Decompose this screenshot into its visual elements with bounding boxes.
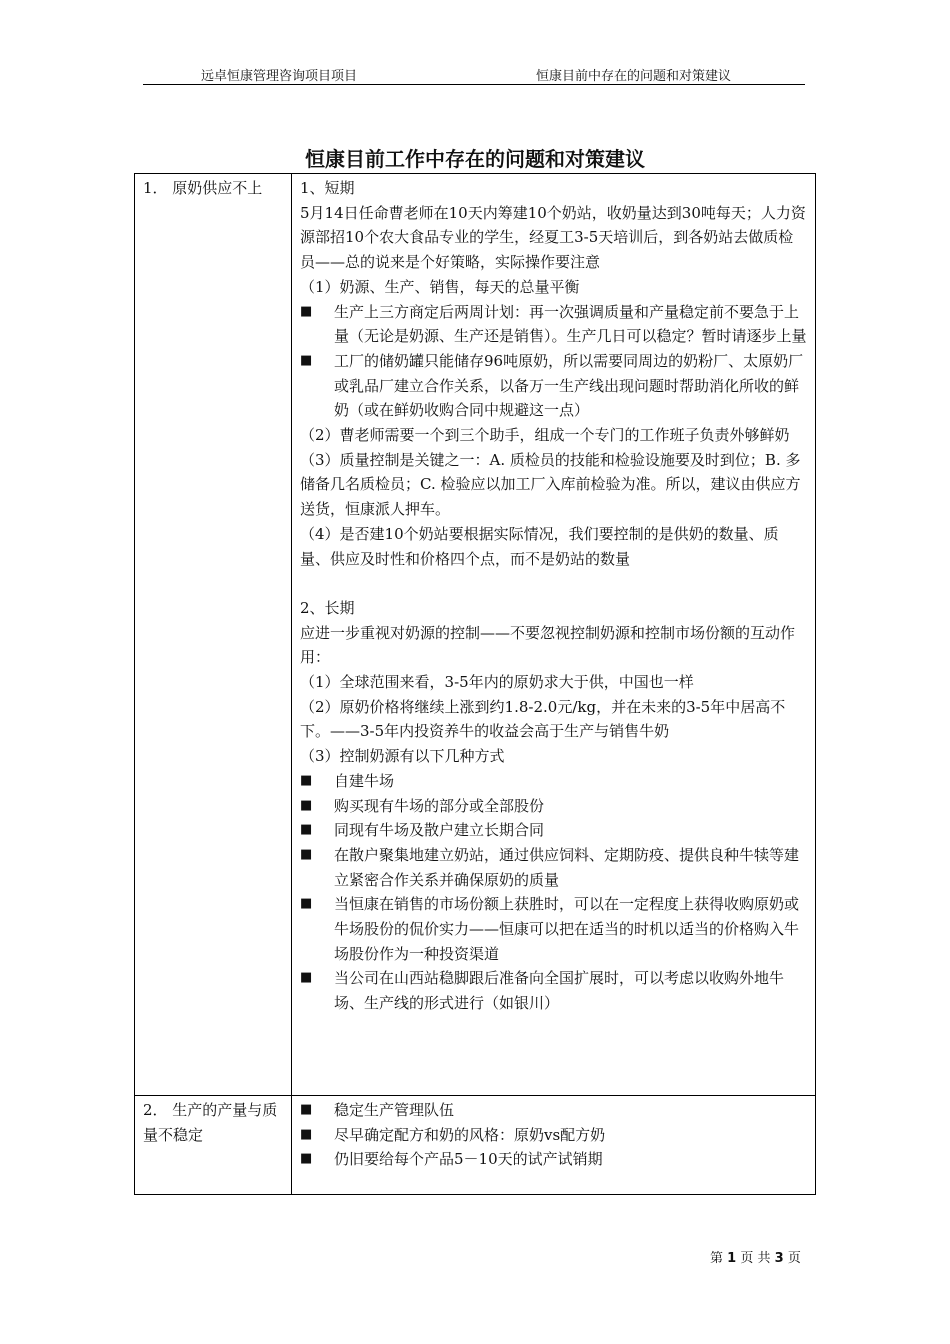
paragraph: （2）曹老师需要一个到三个助手，组成一个专门的工作班子负责外够鲜奶: [300, 426, 790, 445]
page-header: [143, 62, 805, 85]
square-bullet-icon: ■: [300, 822, 313, 838]
square-bullet-icon: ■: [300, 970, 313, 986]
bullet-item: [300, 1123, 807, 1148]
footer-mid: 页 共: [740, 1251, 771, 1266]
issue-recommendations: [292, 1096, 816, 1195]
bullet-text: 当公司在山西站稳脚跟后准备向全国扩展时，可以考虑以收购外地牛场、生产线的形式进行（如银川）: [334, 969, 785, 1013]
bullet-item: [300, 892, 807, 966]
bullet-text: 在散户聚集地建立奶站，通过供应饲料、定期防疫、提供良种牛犊等建立紧密合作关系并确保原奶的质量: [334, 845, 800, 889]
bullet-text: 尽早确定配方和奶的风格：原奶vs配方奶: [334, 1125, 606, 1144]
blank-line: [300, 571, 807, 596]
paragraph: （3）质量控制是关键之一：A. 质检员的技能和检验设施要及时到位；B. 多储备几名质检员；C. 检验应以加工厂入库前检验为准。所以，建议由供应方送货，恒康派人押车。: [300, 450, 801, 519]
issue-recommendations: [292, 174, 816, 1096]
document-title: 恒康目前工作中存在的问题和对策建议: [305, 147, 645, 171]
square-bullet-icon: ■: [300, 1102, 313, 1117]
square-bullet-icon: ■: [300, 303, 313, 319]
bullet-item: [300, 843, 807, 892]
issues-table: [134, 173, 816, 1195]
bullet-text: 工厂的储奶罐只能储存96吨原奶，所以需要同周边的奶粉厂、太原奶厂或乳品厂建立合作关系，以备万一生产线出现问题时帮助消化所收的鲜奶（或在鲜奶收购合同中规避这一点）: [334, 351, 804, 420]
bullet-text: 仍旧要给每个产品5－10天的试产试销期: [334, 1150, 603, 1169]
section-heading: 1、短期: [300, 179, 355, 197]
bullet-item: [300, 300, 807, 349]
paragraph: 5月14日任命曹老师在10天内筹建10个奶站，收奶量达到30吨每天；人力资源部招10个农大食品专业的学生，经夏工3-5天培训后，到各奶站去做质检员——总的说来是个好策略，实际操作要注意: [300, 203, 806, 272]
bullet-item: [300, 966, 807, 1015]
bullet-item: [300, 769, 807, 794]
bullet-item: [300, 1147, 807, 1172]
square-bullet-icon: ■: [300, 846, 313, 862]
square-bullet-icon: ■: [300, 1151, 313, 1167]
square-bullet-icon: ■: [300, 797, 313, 813]
table-row: [135, 1096, 816, 1195]
bullet-text: 自建牛场: [334, 771, 395, 790]
header-project-name: 远卓恒康管理咨询项目项目: [201, 69, 358, 84]
paragraph: （1）奶源、生产、销售，每天的总量平衡: [300, 277, 580, 296]
square-bullet-icon: ■: [300, 1126, 313, 1142]
table-row: [135, 174, 816, 1096]
total-pages: 3: [774, 1251, 784, 1266]
square-bullet-icon: ■: [300, 352, 313, 368]
page-footer: [710, 1247, 801, 1266]
paragraph: （2）原奶价格将继续上涨到约1.8-2.0元/kg，并在未来的3-5年中居高不下。——3-5年内投资养牛的收益会高于生产与销售牛奶: [300, 697, 786, 741]
bullet-item: [300, 1098, 807, 1123]
bullet-text: 同现有牛场及散户建立长期合同: [334, 821, 545, 840]
issue-category: 2． 生产的产量与质量不稳定: [135, 1096, 292, 1195]
current-page-number: 1: [727, 1251, 737, 1266]
section-heading: 2、长期: [300, 598, 355, 617]
bullet-item: [300, 794, 807, 819]
paragraph: 应进一步重视对奶源的控制——不要忽视控制奶源和控制市场份额的互动作用：: [300, 623, 796, 667]
bullet-item: [300, 818, 807, 843]
issue-category: 1． 原奶供应不上: [135, 174, 292, 1096]
bullet-text: 当恒康在销售的市场份额上获胜时，可以在一定程度上获得收购原奶或牛场股份的侃价实力——恒康可以把在适当的时机以适当的价格购入牛场股份作为一种投资渠道: [334, 895, 800, 963]
bullet-item: [300, 349, 807, 423]
square-bullet-icon: ■: [300, 772, 313, 788]
bullet-text: 生产上三方商定后两周计划：再一次强调质量和产量稳定前不要急于上量（无论是奶源、生产还是销售）。生产几日可以稳定？暂时请逐步上量: [334, 302, 807, 346]
square-bullet-icon: ■: [300, 896, 313, 912]
paragraph: （3）控制奶源有以下几种方式: [300, 747, 505, 766]
header-doc-title: 恒康目前中存在的问题和对策建议: [536, 69, 732, 84]
paragraph: （4）是否建10个奶站要根据实际情况，我们要控制的是供奶的数量、质量、供应及时性和价格四个点，而不是奶站的数量: [300, 524, 779, 568]
bullet-text: 稳定生产管理队伍: [334, 1101, 455, 1119]
footer-suffix: 页: [787, 1251, 801, 1266]
bullet-text: 购买现有牛场的部分或全部股份: [334, 796, 545, 815]
paragraph: （1）全球范围来看，3-5年内的原奶求大于供，中国也一样: [300, 673, 694, 692]
footer-prefix: 第: [710, 1251, 724, 1266]
